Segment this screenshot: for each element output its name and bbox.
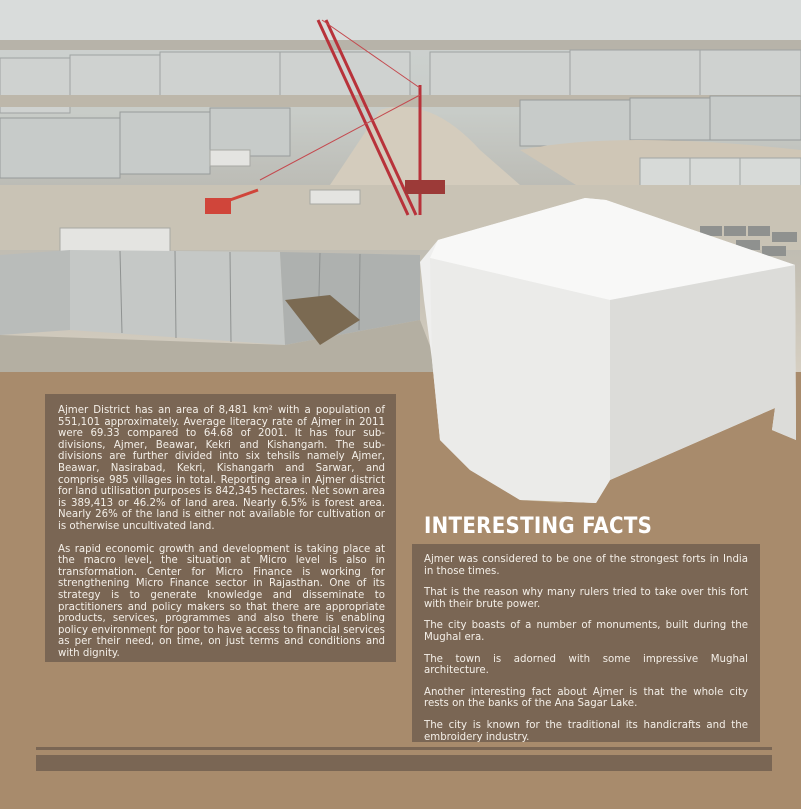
district-overview-panel xyxy=(45,394,396,662)
fact-item: The city boasts of a number of monuments, built during the Mughal era. xyxy=(424,620,748,643)
interesting-facts-panel xyxy=(412,544,760,742)
footer-divider-bar xyxy=(36,755,772,771)
fact-item: The city is known for the traditional its handicrafts and the embroidery industry. xyxy=(424,719,748,743)
fact-item: The town is adorned with some impressive Mughal architecture. xyxy=(424,653,748,677)
overview-paragraph: Ajmer District has an area of 8,481 km² with a population of 551,101 approximately. Average literacy rate of Ajmer in 2011 were 69.33 compared to 64.68 of 2001. It has four sub-divisions, Ajmer, Beawar, Kekri and Kishangarh. The sub-divisions are further divided into six tehsils namely Ajmer, Beawar, Nasirabad, Kekri, Kishangarh and Sarwar, and comprise 985 villages in total. Reporting area in Ajmer district for land utilisation purposes is 842,345 hectares. Net sown area is 389,413 or 46.2% of land area. Nearly 6.5% is forest area. Nearly 26% of the land is either not available for cultivation or is otherwise uncultivated land. xyxy=(58,405,385,532)
footer-divider-thin xyxy=(36,747,772,750)
fact-item: Another interesting fact about Ajmer is that the whole city rests on the banks of the Ana Sagar Lake. xyxy=(424,686,748,710)
interesting-facts-heading: INTERESTING FACTS xyxy=(424,514,653,539)
fact-item: That is the reason why many rulers tried to take over this fort with their brute power. xyxy=(424,587,748,610)
micro-finance-paragraph: As rapid economic growth and development is taking place at the macro level, the situation at Micro level is also in transformation. Center for Micro Finance is working for strengthening Micro Finance sector in Rajasthan. One of its strategy is to generate knowledge and disseminate to practitioners and policy makers so that there are appropriate products, services, programmes and also there is enabling policy environment for poor to have access to financial services as per their need, on time, on just terms and conditions and with dignity. xyxy=(58,543,385,659)
fact-item: Ajmer was considered to be one of the strongest forts in India in those times. xyxy=(424,554,748,577)
